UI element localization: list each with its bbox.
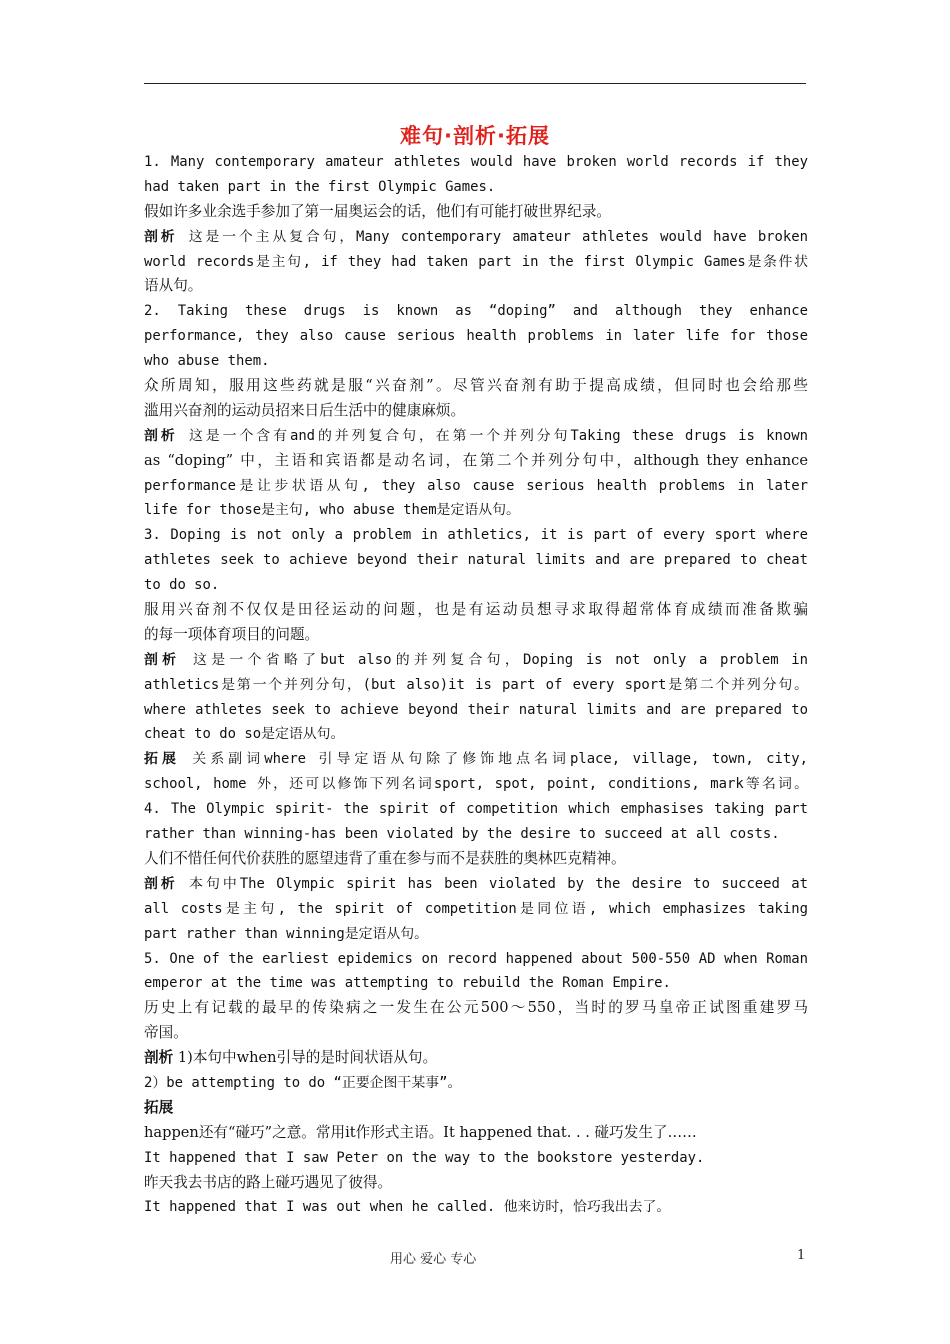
text-line: 2. Taking these drugs is known as “doping” and although they enhance <box>144 303 808 320</box>
text-line: performance是让步状语从句, they also cause serious health problems in later <box>144 477 808 494</box>
section-label: 拓展 <box>144 1098 174 1116</box>
text-line: 5. One of the earliest epidemics on record happened about 500-550 AD when Roman <box>144 950 808 967</box>
text-line: 剖析 本句中The Olympic spirit has been violated by the desire to succeed at <box>144 875 808 892</box>
text-line: 历史上有记载的最早的传染病之一发生在公元500～550，当时的罗马皇帝正试图重建罗马 <box>144 999 808 1017</box>
text-line: athletes seek to achieve beyond their natural limits and are prepared to cheat <box>144 552 808 569</box>
text-line: life for those是主句, who abuse them是定语从句。 <box>144 502 520 519</box>
text-line: 2）be attempting to do “正要企图干某事”。 <box>144 1074 462 1091</box>
text-line: 滥用兴奋剂的运动员招来日后生活中的健康麻烦。 <box>144 401 466 419</box>
text-line: 3. Doping is not only a problem in athletics, it is part of every sport where <box>144 527 808 544</box>
footer-motto: 用心 爱心 专心 <box>390 1252 477 1267</box>
text-line: happen还有“碰巧”之意。常用it作形式主语。It happened that. . . 碰巧发生了…… <box>144 1123 697 1141</box>
text-line: It happened that I was out when he called. 他来访时，恰巧我出去了。 <box>144 1199 671 1216</box>
text-line: 服用兴奋剂不仅仅是田径运动的问题，也是有运动员想寻求取得超常体育成绩而准备欺骗 <box>144 601 808 619</box>
text-line: It happened that I saw Peter on the way to the bookstore yesterday. <box>144 1149 705 1166</box>
text-line: emperor at the time was attempting to rebuild the Roman Empire. <box>144 975 671 992</box>
text-line <box>144 1096 808 1121</box>
document-body <box>144 150 808 1220</box>
text-line: 剖析 这是一个省略了but also的并列复合句，Doping is not only a problem in <box>144 651 808 668</box>
text-line: 语从句。 <box>144 277 203 295</box>
text-line: 帝国。 <box>144 1024 188 1042</box>
text-line: all costs是主句, the spirit of competition是同位语, which emphasizes taking <box>144 900 808 917</box>
section-label: 拓展 <box>144 751 180 768</box>
text-line: where athletes seek to achieve beyond their natural limits and are prepared to <box>144 701 808 718</box>
text-line: 人们不惜任何代价获胜的愿望违背了重在参与而不是获胜的奥林匹克精神。 <box>144 849 626 867</box>
page-footer <box>0 1248 950 1268</box>
text-line: rather than winning-has been violated by the desire to succeed at all costs. <box>144 826 780 843</box>
text-line: 的每一项体育项目的问题。 <box>144 625 320 643</box>
text-line: 剖析 这是一个主从复合句，Many contemporary amateur athletes would have broken <box>144 228 808 245</box>
text-line: to do so. <box>144 577 220 594</box>
page-title: 难句·剖析·拓展 <box>400 124 550 148</box>
text-line: world records是主句, if they had taken part in the first Olympic Games是条件状 <box>144 253 808 270</box>
section-label: 剖析 <box>144 228 178 245</box>
section-label: 剖析 <box>144 875 178 892</box>
section-label: 剖析 <box>144 1049 174 1067</box>
text-line: 众所周知，服用这些药就是服“兴奋剂”。尽管兴奋剂有助于提高成绩，但同时也会给那些 <box>144 377 808 395</box>
text-line: performance, they also cause serious health problems in later life for those <box>144 328 808 345</box>
page-number: 1 <box>797 1248 806 1263</box>
text-line: athletics是第一个并列分句，(but also)it is part of every sport是第二个并列分句。 <box>144 676 808 693</box>
text-line: 假如许多业余选手参加了第一届奥运会的话，他们有可能打破世界纪录。 <box>144 202 612 220</box>
text-line: 4. The Olympic spirit- the spirit of competition which emphasises taking part <box>144 801 808 818</box>
text-line: 昨天我去书店的路上碰巧遇见了彼得。 <box>144 1173 393 1191</box>
text-line: school, home 外，还可以修饰下列名词sport, spot, point, conditions, mark等名词。 <box>144 776 808 793</box>
section-label: 剖析 <box>144 427 178 444</box>
section-label: 剖析 <box>144 651 181 668</box>
text-line: had taken part in the first Olympic Games. <box>144 178 496 195</box>
text-line: cheat to do so是定语从句。 <box>144 726 345 743</box>
text-line: as “doping” 中，主语和宾语都是动名词，在第二个并列分句中，although they enhance <box>144 451 808 469</box>
text-line: 剖析 这是一个含有and的并列复合句，在第一个并列分句Taking these drugs is known <box>144 427 808 444</box>
text-line: who abuse them. <box>144 353 270 370</box>
text-line: part rather than winning是定语从句。 <box>144 925 429 942</box>
text-line: 剖析 1)本句中when引导的是时间状语从句。 <box>144 1049 438 1067</box>
header-rule <box>144 83 806 84</box>
text-line: 1. Many contemporary amateur athletes would have broken world records if they <box>144 154 808 170</box>
text-line: 拓展 关系副词where 引导定语从句除了修饰地点名词place, village, town, city, <box>144 751 808 768</box>
